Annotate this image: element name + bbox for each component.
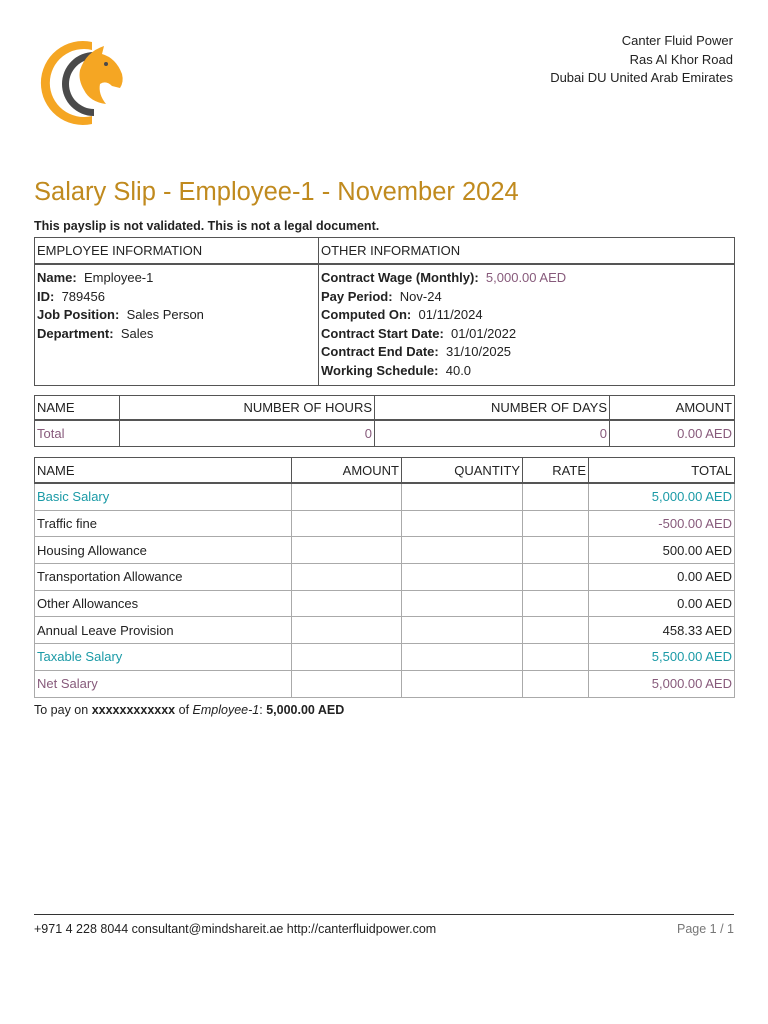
cell-rate (523, 617, 589, 644)
column-header: QUANTITY (402, 458, 523, 484)
field-label: Pay Period: (321, 288, 393, 304)
cell-amount (292, 644, 402, 671)
cell-name: Housing Allowance (35, 537, 292, 564)
table-row (35, 590, 735, 617)
to-pay-colon: : (259, 703, 263, 717)
table-row (35, 644, 735, 671)
cell-rate (523, 564, 589, 591)
column-header: NUMBER OF DAYS (375, 396, 610, 421)
to-pay-prefix: To pay on (34, 703, 89, 717)
employee-id: 789456 (61, 288, 105, 304)
field-label: Contract Wage (Monthly): (321, 270, 479, 285)
column-header: RATE (523, 458, 589, 484)
cell-quantity (402, 670, 523, 697)
to-pay-line (34, 703, 344, 717)
cell-quantity (402, 617, 523, 644)
other-info-cell (319, 264, 735, 385)
cell-rate (523, 483, 589, 510)
employee-info-header: EMPLOYEE INFORMATION (35, 238, 319, 265)
cell-quantity (402, 644, 523, 671)
row-amount: 0.00 AED (610, 420, 735, 447)
cell-total: 5,500.00 AED (589, 644, 735, 671)
field-label: Job Position: (37, 307, 120, 323)
employee-info-cell (35, 264, 319, 385)
cell-quantity (402, 590, 523, 617)
column-header: AMOUNT (610, 396, 735, 421)
cell-amount (292, 483, 402, 510)
row-hours: 0 (120, 420, 375, 447)
field-label: ID: (37, 288, 55, 304)
cell-quantity (402, 510, 523, 537)
table-row (35, 564, 735, 591)
row-name: Total (35, 420, 120, 447)
company-address-line1: Ras Al Khor Road (629, 51, 733, 67)
cell-name: Taxable Salary (35, 644, 292, 671)
field-label: Name: (37, 270, 77, 285)
column-header: NAME (35, 396, 120, 421)
company-name: Canter Fluid Power (621, 33, 733, 48)
disclaimer-text: This payslip is not validated. This is not a legal document. (34, 219, 380, 233)
cell-amount (292, 537, 402, 564)
employee-name: Employee-1 (83, 270, 154, 285)
page-number: Page 1 / 1 (677, 922, 734, 936)
to-pay-employee: Employee-1 (192, 703, 260, 717)
cell-quantity (402, 564, 523, 591)
contract-start-date: 01/01/2022 (451, 325, 517, 341)
cell-rate (523, 537, 589, 564)
cell-total: 5,000.00 AED (589, 483, 735, 510)
table-row (35, 510, 735, 537)
cell-total: 0.00 AED (589, 564, 735, 591)
column-header: NAME (35, 458, 292, 484)
department: Sales (120, 325, 154, 341)
field-label: Contract Start Date: (321, 325, 444, 341)
cell-total: 500.00 AED (589, 537, 735, 564)
cell-rate (523, 510, 589, 537)
contract-end-row (321, 343, 732, 362)
cell-rate (523, 644, 589, 671)
department-row (37, 325, 316, 344)
information-table (34, 237, 735, 386)
column-header: AMOUNT (292, 458, 402, 484)
table-row (35, 670, 735, 697)
job-position: Sales Person (126, 307, 204, 323)
employee-id-row (37, 288, 316, 307)
cell-name: Transportation Allowance (35, 564, 292, 591)
cell-name: Net Salary (35, 670, 292, 697)
contract-end-date: 31/10/2025 (445, 344, 512, 360)
to-pay-of: of (178, 703, 190, 717)
cell-amount (292, 670, 402, 697)
table-row (35, 537, 735, 564)
bank-account: xxxxxxxxxxxx (91, 703, 176, 717)
cell-amount (292, 617, 402, 644)
cell-total: 458.33 AED (589, 617, 735, 644)
computed-on: 01/11/2024 (418, 307, 483, 323)
cell-rate (523, 590, 589, 617)
field-label: Contract End Date: (321, 344, 439, 360)
contract-wage: 5,000.00 AED (485, 270, 567, 285)
field-label: Working Schedule: (321, 362, 439, 378)
pay-period: Nov-24 (399, 288, 442, 304)
row-days: 0 (375, 420, 610, 447)
cell-quantity (402, 537, 523, 564)
contract-wage-row (321, 269, 732, 288)
column-header: TOTAL (589, 458, 735, 484)
cell-rate (523, 670, 589, 697)
cell-total: 0.00 AED (589, 590, 735, 617)
table-row (35, 483, 735, 510)
cell-total: -500.00 AED (589, 510, 735, 537)
footer-divider (34, 914, 734, 915)
worked-days-table (34, 395, 735, 447)
other-info-header: OTHER INFORMATION (319, 238, 735, 265)
field-label: Computed On: (321, 307, 412, 323)
footer-contact: +971 4 228 8044 consultant@mindshareit.ae http://canterfluidpower.com (34, 922, 437, 936)
company-logo (40, 38, 130, 128)
table-row (35, 420, 735, 447)
to-pay-amount: 5,000.00 AED (266, 703, 345, 717)
contract-start-row (321, 325, 732, 344)
cell-name: Annual Leave Provision (35, 617, 292, 644)
company-address (550, 32, 733, 88)
cell-amount (292, 590, 402, 617)
computed-on-row (321, 306, 732, 325)
cell-amount (292, 510, 402, 537)
column-header: NUMBER OF HOURS (120, 396, 375, 421)
working-schedule-row (321, 362, 732, 381)
cell-name: Basic Salary (35, 483, 292, 510)
cell-quantity (402, 483, 523, 510)
payslip-lines-table (34, 457, 735, 698)
pay-period-row (321, 288, 732, 307)
field-label: Department: (37, 325, 114, 341)
company-address-line2: Dubai DU United Arab Emirates (550, 70, 733, 85)
cell-name: Other Allowances (35, 590, 292, 617)
cell-total: 5,000.00 AED (589, 670, 735, 697)
job-position-row (37, 306, 316, 325)
page-title: Salary Slip - Employee-1 - November 2024 (34, 178, 519, 206)
table-row (35, 617, 735, 644)
cell-name: Traffic fine (35, 510, 292, 537)
working-schedule: 40.0 (445, 362, 472, 378)
employee-name-row (37, 269, 316, 288)
cell-amount (292, 564, 402, 591)
